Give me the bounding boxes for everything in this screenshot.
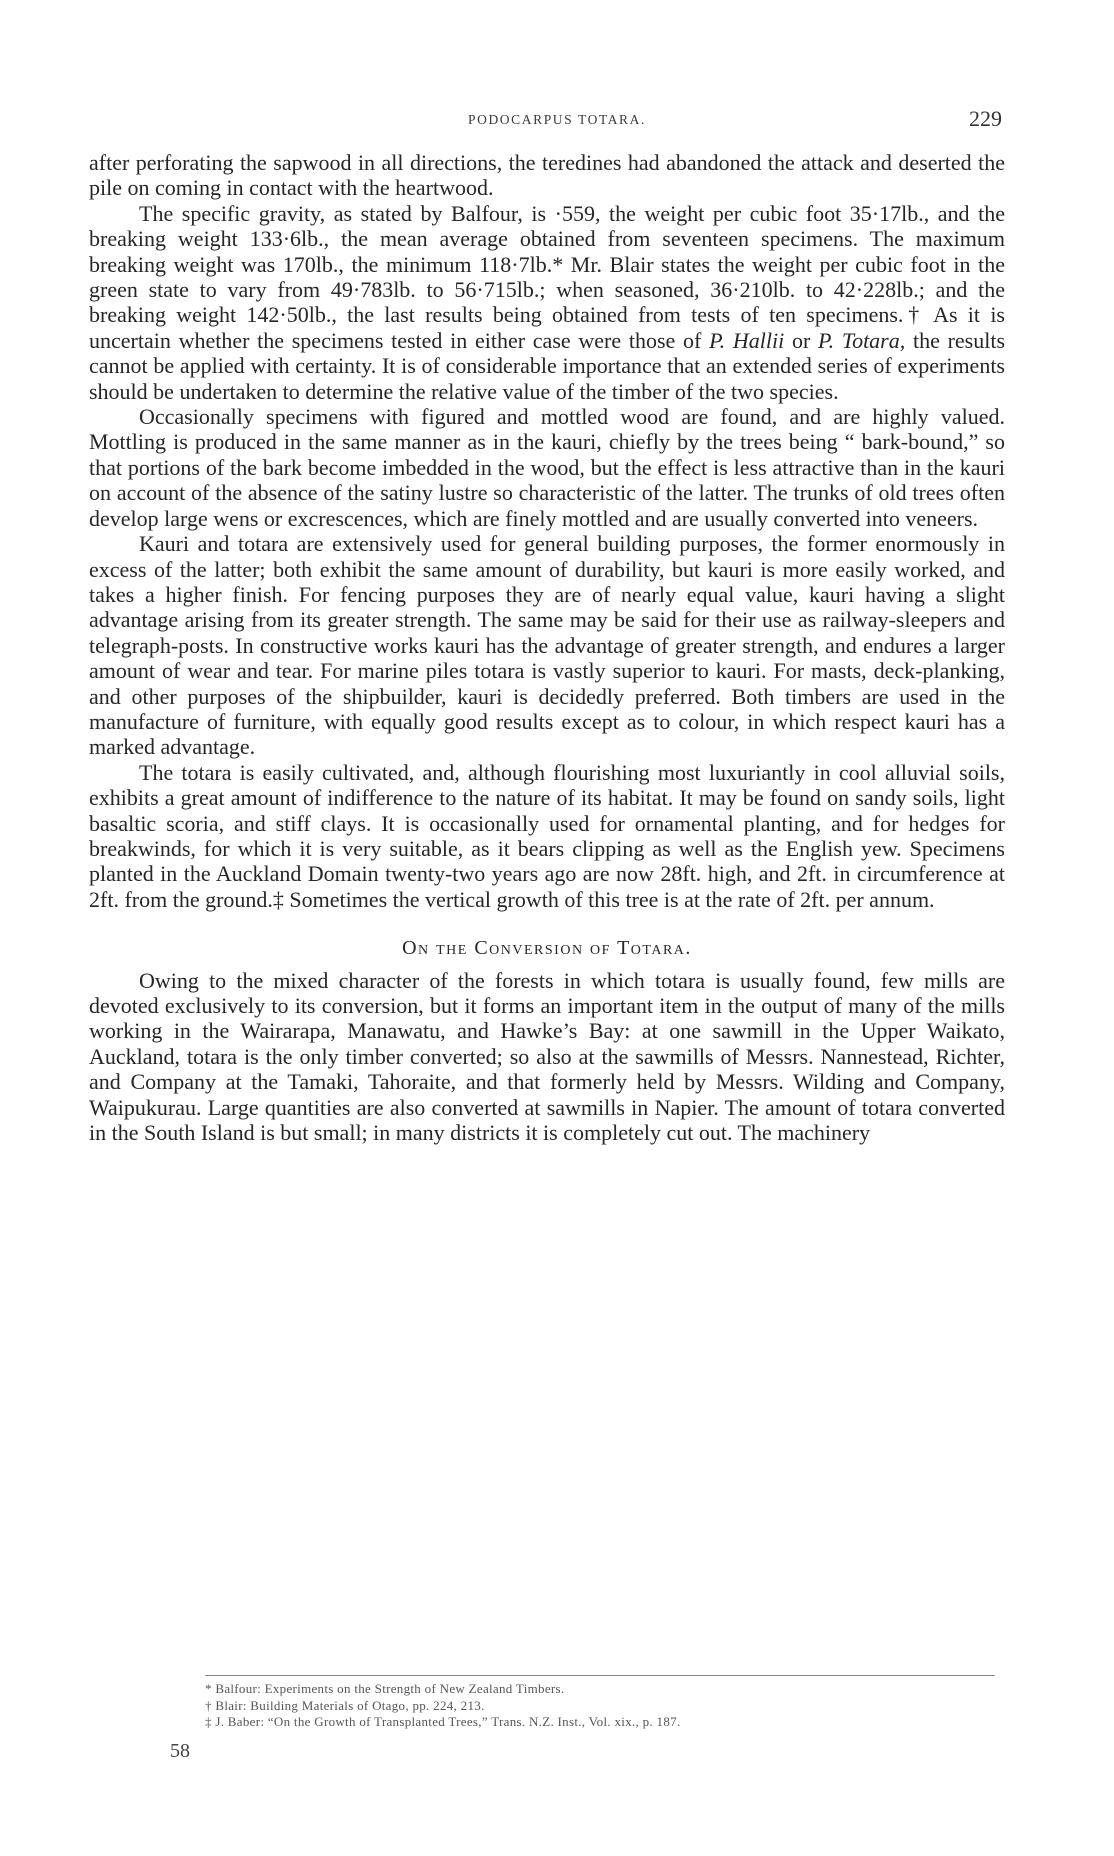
footnote-rule [205, 1675, 995, 1676]
paragraph-cultivation: The totara is easily cultivated, and, although flourishing most luxuriantly in cool alluvial soils, exhibits a great amount of indifference to the nature of its habitat. It may be found on sandy soils, light basaltic scoria, and stiff clays. It is occasionally used for ornamental planting, and for hedges for breakwinds, for which it is very suitable, as it bears clipping as well as the English yew. Specimens planted in the Auckland Domain twenty-two years ago are now 28ft. high, and 2ft. in circumference at 2ft. from the ground.‡ Sometimes the vertical growth of this tree is at the rate of 2ft. per annum. [89, 759, 1005, 912]
species-name: P. Totara, [818, 327, 906, 353]
species-name: P. Hallii [709, 327, 785, 353]
footnotes [205, 1681, 1005, 1731]
page-number: 229 [969, 106, 1002, 131]
paragraph-text: The specific gravity, as stated by Balfour, is ·559, the weight per cubic foot 35·17lb., and the breaking weight 133·6lb., the mean average obtained from seventeen specimens. The maximum breaking weight was 170lb., the minimum 118·7lb.* Mr. Blair states the weight per cubic foot in the green state to vary from 49·783lb. to 56·715lb.; when seasoned, 36·210lb. to 42·228lb.; and the breaking weight 142·50lb., the last results being obtained from tests of ten specimens.† As it is uncertain whether the specimens tested in either case were those of [89, 200, 1005, 353]
footnote: † Blair: Building Materials of Otago, pp. 224, 213. [205, 1697, 485, 1713]
signature-mark: 58 [170, 1740, 190, 1762]
paragraph-mottled-wood: Occasionally specimens with figured and mottled wood are found, and are highly valued. Mottling is produced in the same manner as in the kauri, chiefly by the trees being “ bark-bound,” so that portions of the bark become imbedded in the wood, but the effect is less attractive than in the kauri on account of the absence of the satiny lustre so characteristic of the latter. The trunks of old trees often develop large wens or excrescences, which are finely mottled and are usually converted into veneers. [89, 404, 1005, 531]
section-heading: On the Conversion of Totara. [402, 937, 692, 960]
paragraph-continuation: after perforating the sapwood in all directions, the teredines had abandoned the attack and deserted the pile on coming in contact with the heartwood. [89, 150, 1005, 201]
paragraph-text: the results cannot be applied with certainty. It is of considerable importance that an extended series of experiments should be undertaken to determine the relative value of the timber of the two species. [89, 327, 1006, 404]
footnote: ‡ J. Baber: “On the Growth of Transplanted Trees,” Trans. N.Z. Inst., Vol. xix., p. 187. [205, 1714, 681, 1729]
paragraph-kauri-comparison: Kauri and totara are extensively used for general building purposes, the former enormously in excess of the latter; both exhibit the same amount of durability, but kauri is more easily worked, and takes a higher finish. For fencing purposes they are of nearly equal value, kauri having a slight advantage arising from its greater strength. The same may be said for their use as railway-sleepers and telegraph-posts. In constructive works kauri has the advantage of greater strength, and endures a larger amount of wear and tear. For marine piles totara is vastly superior to kauri. For masts, deck-planking, and other purposes of the shipbuilder, kauri is decidedly preferred. Both timbers are used in the manufacture of furniture, with equally good results except as to colour, in which respect kauri has a marked advantage. [89, 531, 1005, 760]
paragraph-conversion: Owing to the mixed character of the forests in which totara is usually found, few mills are devoted exclusively to its conversion, but it forms an important item in the output of many of the mills working in the Wairarapa, Manawatu, and Hawke’s Bay: at one sawmill in the Upper Waikato, Auckland, totara is the only timber converted; so also at the sawmills of Messrs. Nannestead, Richter, and Company at the Tamaki, Tahoraite, and that formerly held by Messrs. Wilding and Company, Waipukurau. Large quantities are also converted at sawmills in Napier. The amount of totara converted in the South Island is but small; in many districts it is completely cut out. The machinery [89, 967, 1005, 1146]
paragraph-specific-gravity [89, 201, 1005, 404]
footnote: * Balfour: Experiments on the Strength of New Zealand Timbers. [205, 1681, 565, 1696]
running-title: PODOCARPUS TOTARA. [467, 112, 646, 127]
paragraph-text: or [791, 327, 811, 353]
body-text [89, 150, 1005, 1145]
running-header [0, 106, 1114, 136]
